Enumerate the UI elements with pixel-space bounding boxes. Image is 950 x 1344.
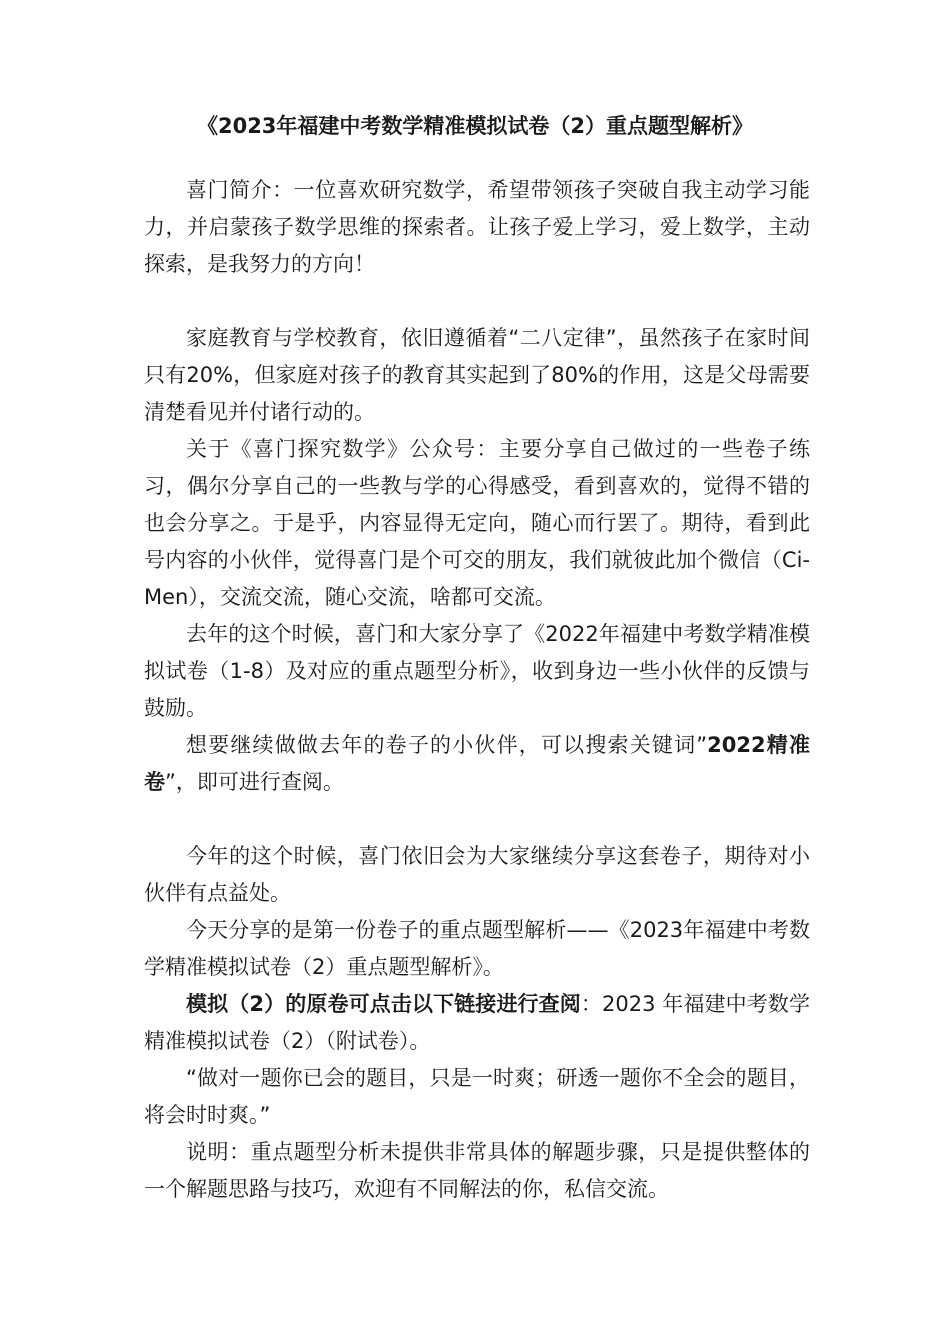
search-text-before: 想要继续做做去年的卷子的小伙伴，可以搜索关键词” (186, 733, 708, 757)
link-paragraph (144, 986, 810, 1060)
document-title: 《2023年福建中考数学精准模拟试卷（2）重点题型解析》 (196, 114, 754, 138)
intro-paragraph: 喜门简介：一位喜欢研究数学，希望带领孩子突破自我主动学习能力，并启蒙孩子数学思维的探索者。让孩子爱上学习，爱上数学，主动探索，是我努力的方向！ (144, 178, 810, 276)
exam-link-text[interactable]: ：2023 年福建中考数学精准模拟试卷（2）（附试卷）。 (144, 992, 810, 1053)
account-paragraph: 关于《喜门探究数学》公众号：主要分享自己做过的一些卷子练习，偶尔分享自己的一些教与学的心得感受，看到喜欢的，觉得不错的也会分享之。于是乎，内容显得无定向，随心而行罢了。期待，看到此号内容的小伙伴，觉得喜门是个可交的朋友，我们就彼此加个微信（Ci-Men），交流交流，随心交流，啥都可交流。 (144, 437, 810, 609)
paragraph-gap (144, 283, 810, 320)
document-body (144, 172, 810, 1208)
this-year-paragraph: 今年的这个时候，喜门依旧会为大家继续分享这套卷子，期待对小伙伴有点益处。 (144, 844, 810, 905)
paragraph-gap (144, 801, 810, 838)
note-paragraph: 说明：重点题型分析未提供非常具体的解题步骤，只是提供整体的一个解题思路与技巧，欢迎有不同解法的你，私信交流。 (144, 1140, 810, 1201)
search-keyword-paragraph (144, 727, 810, 801)
family-education-paragraph: 家庭教育与学校教育，依旧遵循着“二八定律”，虽然孩子在家时间只有20%，但家庭对孩子的教育其实起到了80%的作用，这是父母需要清楚看见并付诸行动的。 (144, 326, 810, 424)
quote-paragraph: “做对一题你已会的题目，只是一时爽；研透一题你不全会的题目，将会时时爽。” (144, 1066, 810, 1127)
link-lead-bold: 模拟（2）的原卷可点击以下链接进行查阅 (186, 992, 581, 1016)
search-keyword: 2022精准卷 (144, 733, 810, 794)
today-paragraph: 今天分享的是第一份卷子的重点题型解析——《2023年福建中考数学精准模拟试卷（2）重点题型解析》。 (144, 918, 810, 979)
last-year-paragraph: 去年的这个时候，喜门和大家分享了《2022年福建中考数学精准模拟试卷（1-8）及对应的重点题型分析》，收到身边一些小伙伴的反馈与鼓励。 (144, 622, 810, 720)
search-text-after: ”，即可进行查阅。 (165, 770, 344, 794)
